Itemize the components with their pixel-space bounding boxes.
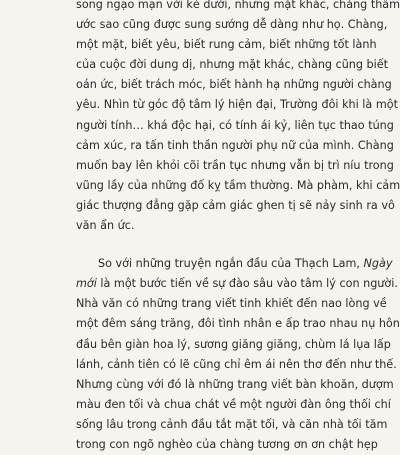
text-line: muốn bay lên khỏi cõi trần tục nhưng vẫn bị trì níu trong [76,158,394,172]
text-line: màu đen tối và chua chát về một người đàn ông thối chí [76,397,391,411]
text-line: yêu. Nhìn từ góc độ tâm lý hiện đại, Trường đôi khi là một [76,98,398,112]
text-line: cảm xúc, ra tấn tinh thần người phụ nữ của mình. Chàng [76,138,394,152]
text-line: oán ức, biết trách móc, biết hành hạ những người chàng [76,78,392,92]
text-line [76,254,393,274]
book-title-italic: Ngày [363,257,393,271]
text-run: So với những truyện ngắn đầu của Thạch Lam, [98,257,364,271]
text-line: song ngạo mạn với kẻ dưới, nhưng mặt khác, chàng thầm [76,0,400,11]
text-run: là một bước tiến về sự đào sâu vào tâm lý con người. [96,277,398,291]
body-text [76,0,400,455]
text-line: giác thượng đẳng gặp cảm giác ghen tị sẽ nảy sinh ra vô [76,198,395,212]
text-line: trong con ngõ nghèo của chàng tương ơn ơn chật hẹp [76,437,378,451]
text-line: Nhà văn có những trang viết tinh khiết đến nao lòng về [76,297,387,311]
text-line: người tính… khá độc hại, có tính ái kỷ, liên tục thao túng [76,118,394,132]
paragraph-2 [76,254,400,455]
book-title-italic: mới [76,277,97,291]
text-line: một mặt, biết yêu, biết rung cảm, biết những tốt lành [76,38,377,52]
text-line: vũng lầy của những đố kỵ tầm thường. Mà phàm, khi cảm [76,178,400,192]
text-line: của cuộc đời dung dị, nhưng mặt khác, chàng cũng biết [76,58,389,72]
text-line: đầu bên giàn hoa lý, sương giăng giăng, chùm lá lụa lấp [76,337,391,351]
paragraph-1 [76,0,400,236]
text-line: lánh, cảnh tiên có lẽ cũng chỉ êm ái nên thơ đến như thế. [76,357,397,371]
paragraph-gap [76,236,322,254]
text-line [76,274,398,294]
text-line: sống lâu trong cảnh đầu tắt mặt tối, và căn nhà tối tăm [76,417,388,431]
text-line: ước sao cũng được sung sướng dễ dàng như họ. Chàng, [76,18,388,32]
text-line: một đêm sáng trăng, đôi tình nhân e ấp trao nhau nụ hôn [76,317,400,331]
text-line: văn ẩn ức. [76,219,135,233]
text-line: Nhưng cùng với đó là những trang viết bàn khoăn, dượm [76,377,394,391]
